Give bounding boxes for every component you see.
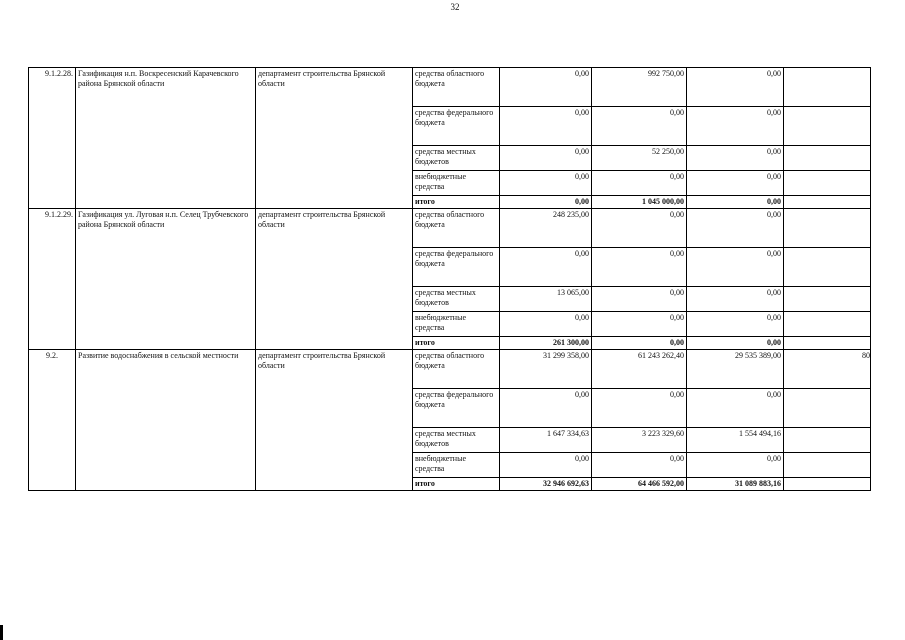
funding-source-label: итого	[413, 196, 500, 209]
item-executor: департамент строительства Брянской области	[256, 68, 413, 209]
amount-year-4	[784, 287, 871, 312]
amount-year-3: 31 089 883,16	[687, 478, 784, 491]
item-executor: департамент строительства Брянской области	[256, 350, 413, 491]
table-body	[29, 68, 871, 491]
amount-year-4	[784, 171, 871, 196]
funding-source-label: средства областного бюджета	[413, 68, 500, 107]
amount-year-1: 32 946 692,63	[500, 478, 592, 491]
amount-year-2: 64 466 592,00	[592, 478, 687, 491]
amount-year-2: 992 750,00	[592, 68, 687, 107]
item-name: Газификация ул. Луговая н.п. Селец Трубчевского района Брянской области	[76, 209, 256, 350]
funding-source-label: средства федерального бюджета	[413, 248, 500, 287]
amount-year-4	[784, 196, 871, 209]
item-code: 9.2.	[29, 350, 76, 491]
amount-year-3: 0,00	[687, 68, 784, 107]
amount-year-1: 0,00	[500, 146, 592, 171]
item-name: Развитие водоснабжения в сельской местности	[76, 350, 256, 491]
budget-table	[28, 67, 871, 491]
amount-year-1: 0,00	[500, 312, 592, 337]
item-code: 9.1.2.28.	[29, 68, 76, 209]
amount-year-3: 0,00	[687, 171, 784, 196]
amount-year-4	[784, 453, 871, 478]
amount-year-4	[784, 428, 871, 453]
item-code: 9.1.2.29.	[29, 209, 76, 350]
item-executor: департамент строительства Брянской области	[256, 209, 413, 350]
amount-year-4	[784, 389, 871, 428]
amount-year-3: 0,00	[687, 389, 784, 428]
amount-year-3: 1 554 494,16	[687, 428, 784, 453]
amount-year-1: 0,00	[500, 196, 592, 209]
funding-source-label: средства областного бюджета	[413, 350, 500, 389]
amount-year-2: 0,00	[592, 171, 687, 196]
amount-year-2: 0,00	[592, 248, 687, 287]
amount-year-2: 3 223 329,60	[592, 428, 687, 453]
item-name: Газификация н.п. Воскресенский Карачевского района Брянской области	[76, 68, 256, 209]
amount-year-3: 0,00	[687, 248, 784, 287]
amount-year-4	[784, 337, 871, 350]
amount-year-2: 0,00	[592, 287, 687, 312]
amount-year-1: 0,00	[500, 389, 592, 428]
amount-year-3: 0,00	[687, 196, 784, 209]
amount-year-1: 0,00	[500, 171, 592, 196]
amount-year-3: 0,00	[687, 453, 784, 478]
amount-year-2: 0,00	[592, 312, 687, 337]
amount-year-4	[784, 146, 871, 171]
amount-year-2: 0,00	[592, 337, 687, 350]
amount-year-2: 52 250,00	[592, 146, 687, 171]
funding-source-label: итого	[413, 337, 500, 350]
amount-year-4	[784, 209, 871, 248]
amount-year-3: 0,00	[687, 337, 784, 350]
amount-year-2: 0,00	[592, 209, 687, 248]
page-number: 32	[450, 2, 460, 12]
amount-year-4	[784, 478, 871, 491]
amount-year-4	[784, 68, 871, 107]
funding-source-label: внебюджетные средства	[413, 312, 500, 337]
funding-source-label: средства местных бюджетов	[413, 428, 500, 453]
amount-year-3: 0,00	[687, 107, 784, 146]
amount-year-4	[784, 312, 871, 337]
amount-year-1: 248 235,00	[500, 209, 592, 248]
amount-year-1: 0,00	[500, 107, 592, 146]
funding-source-label: средства областного бюджета	[413, 209, 500, 248]
amount-year-3: 0,00	[687, 209, 784, 248]
scan-edge-mark	[0, 625, 3, 640]
amount-year-3: 0,00	[687, 312, 784, 337]
amount-year-3: 29 535 389,00	[687, 350, 784, 389]
amount-year-1: 0,00	[500, 248, 592, 287]
amount-year-2: 61 243 262,40	[592, 350, 687, 389]
amount-year-2: 0,00	[592, 107, 687, 146]
amount-year-2: 0,00	[592, 389, 687, 428]
funding-source-label: итого	[413, 478, 500, 491]
amount-year-1: 261 300,00	[500, 337, 592, 350]
funding-source-label: средства федерального бюджета	[413, 389, 500, 428]
amount-year-1: 31 299 358,00	[500, 350, 592, 389]
funding-source-label: внебюджетные средства	[413, 453, 500, 478]
amount-year-4	[784, 107, 871, 146]
amount-year-2: 1 045 000,00	[592, 196, 687, 209]
amount-year-3: 0,00	[687, 146, 784, 171]
amount-year-1: 13 065,00	[500, 287, 592, 312]
amount-year-3: 0,00	[687, 287, 784, 312]
amount-year-4: 80	[784, 350, 871, 389]
amount-year-1: 0,00	[500, 68, 592, 107]
amount-year-2: 0,00	[592, 453, 687, 478]
amount-year-4	[784, 248, 871, 287]
table-row	[29, 68, 871, 107]
table-row	[29, 209, 871, 248]
funding-source-label: внебюджетные средства	[413, 171, 500, 196]
funding-source-label: средства местных бюджетов	[413, 146, 500, 171]
amount-year-1: 1 647 334,63	[500, 428, 592, 453]
amount-year-1: 0,00	[500, 453, 592, 478]
funding-source-label: средства федерального бюджета	[413, 107, 500, 146]
funding-source-label: средства местных бюджетов	[413, 287, 500, 312]
table-row	[29, 350, 871, 389]
